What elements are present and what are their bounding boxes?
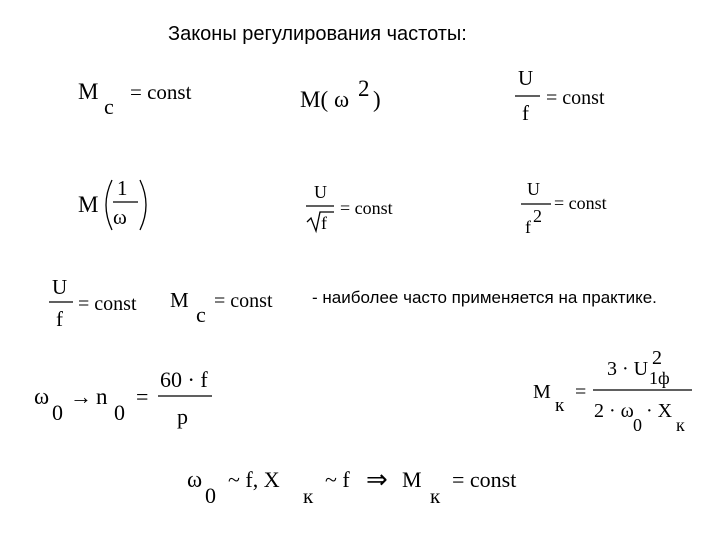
- formula-torque-inverse-omega: [78, 176, 146, 230]
- arrow-icon: →: [70, 384, 92, 409]
- symbol-omega: ω: [34, 384, 50, 409]
- subscript-k: к: [555, 395, 565, 416]
- eq-const: = const: [340, 198, 393, 218]
- denominator-p: p: [177, 404, 188, 429]
- symbol-M: M: [533, 381, 551, 403]
- numerator-U: U: [527, 179, 540, 199]
- denominator-f: f: [522, 101, 529, 125]
- symbol-M-paren: M(: [300, 87, 329, 112]
- eq-const: = const: [546, 87, 605, 109]
- equals: =: [575, 381, 587, 403]
- formula-conclusion: [187, 465, 516, 508]
- subscript-c: c: [196, 302, 206, 327]
- eq-const: = const: [214, 290, 273, 312]
- denominator-f: f: [56, 307, 63, 331]
- numerator-60f: 60 · f: [160, 367, 208, 392]
- eq-const: = const: [554, 193, 607, 213]
- subscript-k: к: [303, 484, 314, 508]
- numerator-one: 1: [117, 176, 128, 200]
- denominator-f: f: [321, 213, 327, 233]
- symbol-M: M: [170, 288, 189, 312]
- subscript-zero: 0: [114, 400, 125, 425]
- numerator-U: U: [52, 275, 68, 299]
- exponent-two: 2: [533, 206, 542, 226]
- exponent-two: 2: [652, 347, 662, 369]
- subscript-k: к: [430, 484, 441, 508]
- formula-combined-law: [49, 275, 273, 331]
- implies-arrow-icon: ⇒: [366, 465, 388, 494]
- formula-torque-omega-squared: [300, 76, 381, 112]
- formula-torque-constant: [78, 79, 192, 119]
- subscript-zero: 0: [205, 483, 216, 508]
- approx-f: ~ f: [325, 467, 350, 492]
- formula-synchronous-speed: [34, 367, 212, 429]
- subscript-1f: 1ф: [649, 368, 670, 388]
- practice-note: - наиболее часто применяется на практике.: [312, 288, 657, 307]
- denominator-omega: ω: [113, 205, 127, 229]
- subscript-zero: 0: [633, 415, 642, 435]
- symbol-omega: ω: [187, 467, 203, 492]
- equals: =: [136, 384, 149, 409]
- close-paren: ): [373, 87, 381, 112]
- right-paren: [140, 180, 146, 230]
- numerator-U: U: [314, 182, 327, 202]
- symbol-omega: ω: [334, 87, 350, 112]
- numerator-3U: 3 · U: [607, 358, 649, 380]
- numerator-U: U: [518, 66, 534, 90]
- formula-U-over-f-squared-const: [521, 179, 607, 237]
- formula-U-over-f-const: [515, 66, 605, 125]
- subscript-c: c: [104, 94, 114, 119]
- eq-const: = const: [130, 80, 192, 104]
- formula-U-over-sqrt-f-const: [306, 182, 393, 233]
- eq-const: = const: [452, 467, 517, 492]
- symbol-n: n: [96, 384, 108, 409]
- exponent-two: 2: [358, 76, 370, 101]
- denominator-X: · X: [646, 400, 673, 422]
- symbol-M: M: [78, 192, 99, 217]
- page-title: Законы регулирования частоты:: [168, 23, 467, 45]
- subscript-k: к: [676, 415, 685, 435]
- formula-critical-torque: [533, 347, 692, 435]
- approx-f-X: ~ f, X: [228, 467, 280, 492]
- denominator-2omega: 2 · ω: [594, 400, 634, 422]
- denominator-f: f: [525, 217, 531, 237]
- subscript-zero: 0: [52, 400, 63, 425]
- symbol-M: M: [402, 467, 422, 492]
- left-paren: [106, 180, 112, 230]
- eq-const: = const: [78, 293, 137, 315]
- symbol-M: M: [78, 79, 99, 104]
